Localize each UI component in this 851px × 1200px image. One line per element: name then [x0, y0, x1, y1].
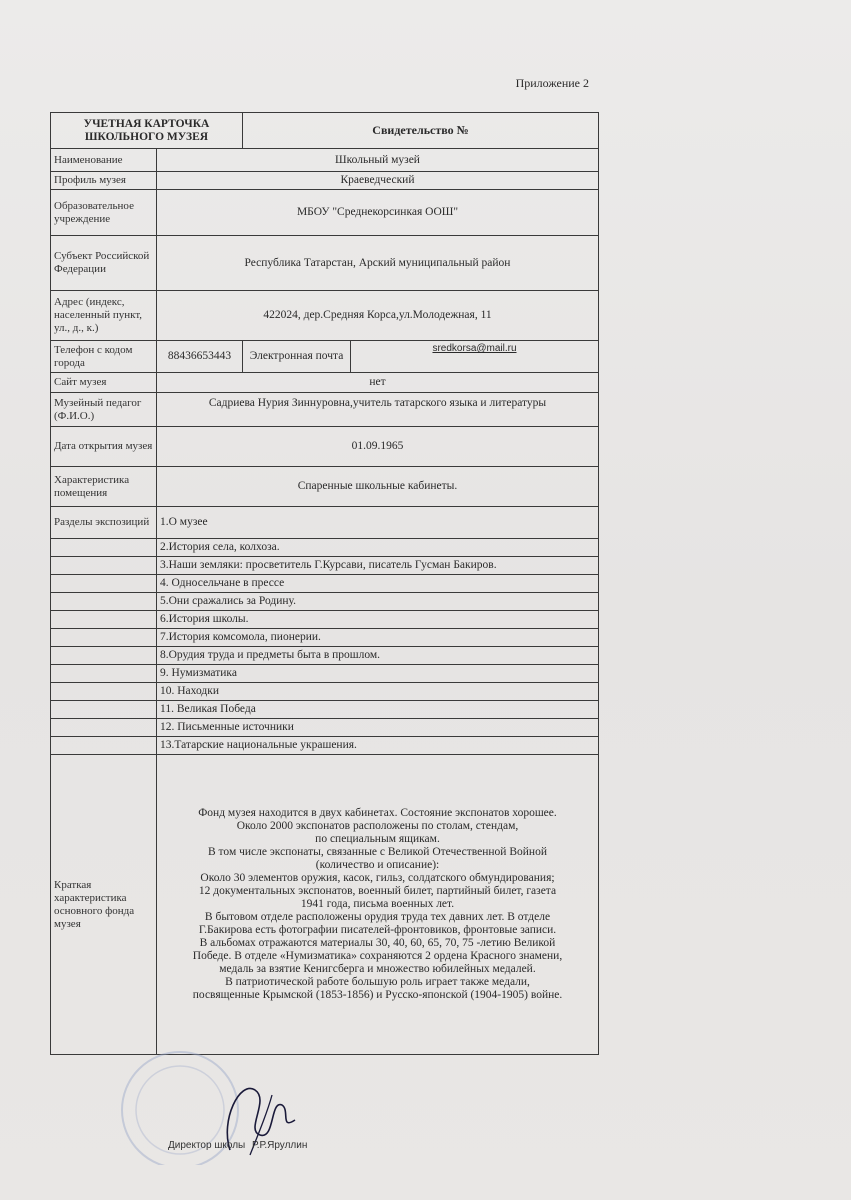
section-item: 3.Наши земляки: просветитель Г.Курсави, писатель Гусман Бакиров.	[157, 557, 599, 575]
museum-registration-card	[50, 112, 599, 1055]
appendix-label: Приложение 2	[515, 76, 589, 90]
premises-value: Спаренные школьные кабинеты.	[157, 467, 599, 507]
section-item: 5.Они сражались за Родину.	[157, 593, 599, 611]
premises-label: Характеристика помещения	[51, 467, 157, 507]
section-item: 4. Односельчане в прессе	[157, 575, 599, 593]
section-item: 12. Письменные источники	[157, 719, 599, 737]
site-value: нет	[157, 373, 599, 393]
fund-line: Около 30 элементов оружия, касок, гильз, солдатского обмундирования;	[200, 872, 555, 884]
fund-line: Фонд музея находится в двух кабинетах. Состояние экспонатов хорошее.	[198, 807, 557, 819]
fund-line: 12 документальных экспонатов, военный билет, партийный билет, газета	[198, 885, 557, 897]
fund-line: В альбомах отражаются материалы 30, 40, 60, 65, 70, 75 -летию Великой	[199, 937, 556, 949]
phone-label: Телефон с кодом города	[51, 341, 157, 373]
fund-line: Около 2000 экспонатов расположены по столам, стендам,	[236, 820, 519, 832]
fund-line: 1941 года, письма военных лет.	[300, 898, 455, 910]
site-label: Сайт музея	[51, 373, 157, 393]
institution-value: МБОУ "Среднекорсинкая ООШ"	[157, 190, 599, 236]
section-item: 13.Татарские национальные украшения.	[157, 737, 599, 755]
fund-line: В том числе экспонаты, связанные с Великой Отечественной Войной	[208, 846, 547, 858]
email-link[interactable]: sredkorsa@mail.ru	[432, 343, 517, 354]
teacher-value: Садриева Нурия Зиннуровна,учитель татарского языка и литературы	[157, 393, 599, 427]
fund-line: медаль за взятие Кенигсберга и множество юбилейных медалей.	[219, 963, 536, 975]
certificate-number: Свидетельство №	[243, 113, 599, 149]
director-label: Директор школы	[168, 1140, 246, 1151]
sections-label: Разделы экспозиций	[51, 507, 157, 539]
opening-date-label: Дата открытия музея	[51, 427, 157, 467]
section-item: 8.Орудия труда и предметы быта в прошлом.	[157, 647, 599, 665]
section-item: 7.История комсомола, пионерии.	[157, 629, 599, 647]
section-item: 11. Великая Победа	[157, 701, 599, 719]
address-value: 422024, дер.Средняя Корса,ул.Молодежная, 11	[157, 291, 599, 341]
fund-label: Краткая характеристика основного фонда музея	[51, 755, 157, 1055]
fund-line: В бытовом отделе расположены орудия труда тех давних лет. В отделе	[204, 911, 551, 923]
fund-line: по специальным ящикам.	[315, 833, 440, 845]
profile-value: Краеведческий	[157, 172, 599, 190]
fund-line: посвященные Крымской (1853-1856) и Русско-японской (1904-1905) войне.	[192, 989, 563, 1001]
email-label: Электронная почта	[243, 341, 351, 373]
section-item: 6.История школы.	[157, 611, 599, 629]
fund-line: В патриотической работе большую роль играет также медали,	[225, 976, 530, 988]
name-value: Школьный музей	[157, 149, 599, 172]
address-label: Адрес (индекс, населенный пункт, ул., д., к.)	[51, 291, 157, 341]
opening-date-value: 01.09.1965	[157, 427, 599, 467]
fund-line: Г.Бакирова есть фотографии писателей-фронтовиков, фронтовые записи.	[198, 924, 557, 936]
subject-label: Субъект Российской Федерации	[51, 236, 157, 291]
name-label: Наименование	[51, 149, 157, 172]
fund-line: Победе. В отделе «Нумизматика» сохраняются 2 ордена Красного знамени,	[192, 950, 563, 962]
section-item: 9. Нумизматика	[157, 665, 599, 683]
phone-value: 88436653443	[157, 341, 243, 373]
institution-label: Образовательное учреждение	[51, 190, 157, 236]
director-name: Р.Р.Яруллин	[252, 1140, 308, 1151]
card-title: УЧЕТНАЯ КАРТОЧКА ШКОЛЬНОГО МУЗЕЯ	[51, 113, 243, 149]
fund-description	[157, 755, 599, 1055]
signature-line	[168, 1140, 311, 1151]
subject-value: Республика Татарстан, Арский муниципальный район	[157, 236, 599, 291]
section-item: 2.История села, колхоза.	[157, 539, 599, 557]
fund-line: (количество и описание):	[315, 859, 440, 871]
section-item: 1.О музее	[157, 507, 599, 539]
teacher-label: Музейный педагог (Ф.И.О.)	[51, 393, 157, 427]
profile-label: Профиль музея	[51, 172, 157, 190]
section-item: 10. Находки	[157, 683, 599, 701]
